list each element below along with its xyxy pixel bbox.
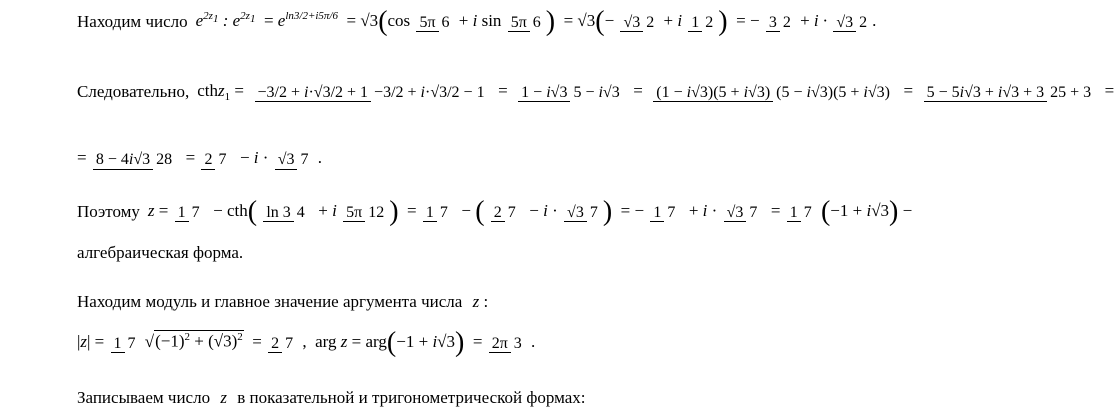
paragraph-text-5: алгебраическая форма.: [77, 243, 244, 262]
equation-line-1: [77, 4, 876, 40]
paragraph-text-1: Находим число: [77, 12, 188, 31]
equation-line-2: [77, 62, 1114, 122]
paragraph-text-2: Следовательно,: [77, 82, 190, 101]
paragraph-line-6: [77, 292, 488, 312]
paragraph-text-6: Находим модуль и главное значение аргумента числа: [77, 292, 463, 311]
math-expression-3: = 8 − 4i√3 28 = 2 7 − i · √3 7 .: [77, 148, 322, 169]
math-expression-4: z = 1 7 − cth( ln 3 4 + i 5π 12 ) = 1 7 − ( 2 7 − i · √3 7 ) = − 1 7 + i · √3 7 = 1 7 (−1 + i√3) −: [147, 196, 913, 227]
paragraph-text-4: Поэтому: [77, 202, 140, 221]
equation-line-3: [77, 138, 322, 180]
paragraph-text-8: Записываем число: [77, 388, 211, 407]
equation-line-7: [77, 318, 535, 368]
math-expression-1: e2z1 : e2z1 = eln3/2+i5π/6 = √3(cos 5π 6 + i sin 5π 6 ) = √3(− √3 2 + i 1 2 ) = − 3 2 + i · √3 2 .: [195, 6, 877, 37]
math-expression-2: cthz1 = −3/2 + i·√3/2 + 1 −3/2 + i·√3/2 − 1 = 1 − i√3 5 − i√3 = (1 − i√3)(5 + i√3) (5 − i√3)(5 + i√3) = 5 − 5i√3 + i√3 + 3 25 + 3 =: [197, 80, 1114, 104]
math-expression-7: |z| = 1 7 √(−1)2 + (√3)2 = 2 7 , arg z = arg(−1 + i√3) = 2π 3 .: [77, 327, 536, 358]
colon: :: [483, 292, 489, 311]
variable-z-2: z: [220, 388, 227, 407]
paragraph-line-8: [77, 388, 586, 408]
variable-z: z: [472, 292, 480, 311]
paragraph-text-8b: в показательной и тригонометрической формах:: [237, 388, 586, 407]
equation-line-4: [77, 190, 912, 234]
